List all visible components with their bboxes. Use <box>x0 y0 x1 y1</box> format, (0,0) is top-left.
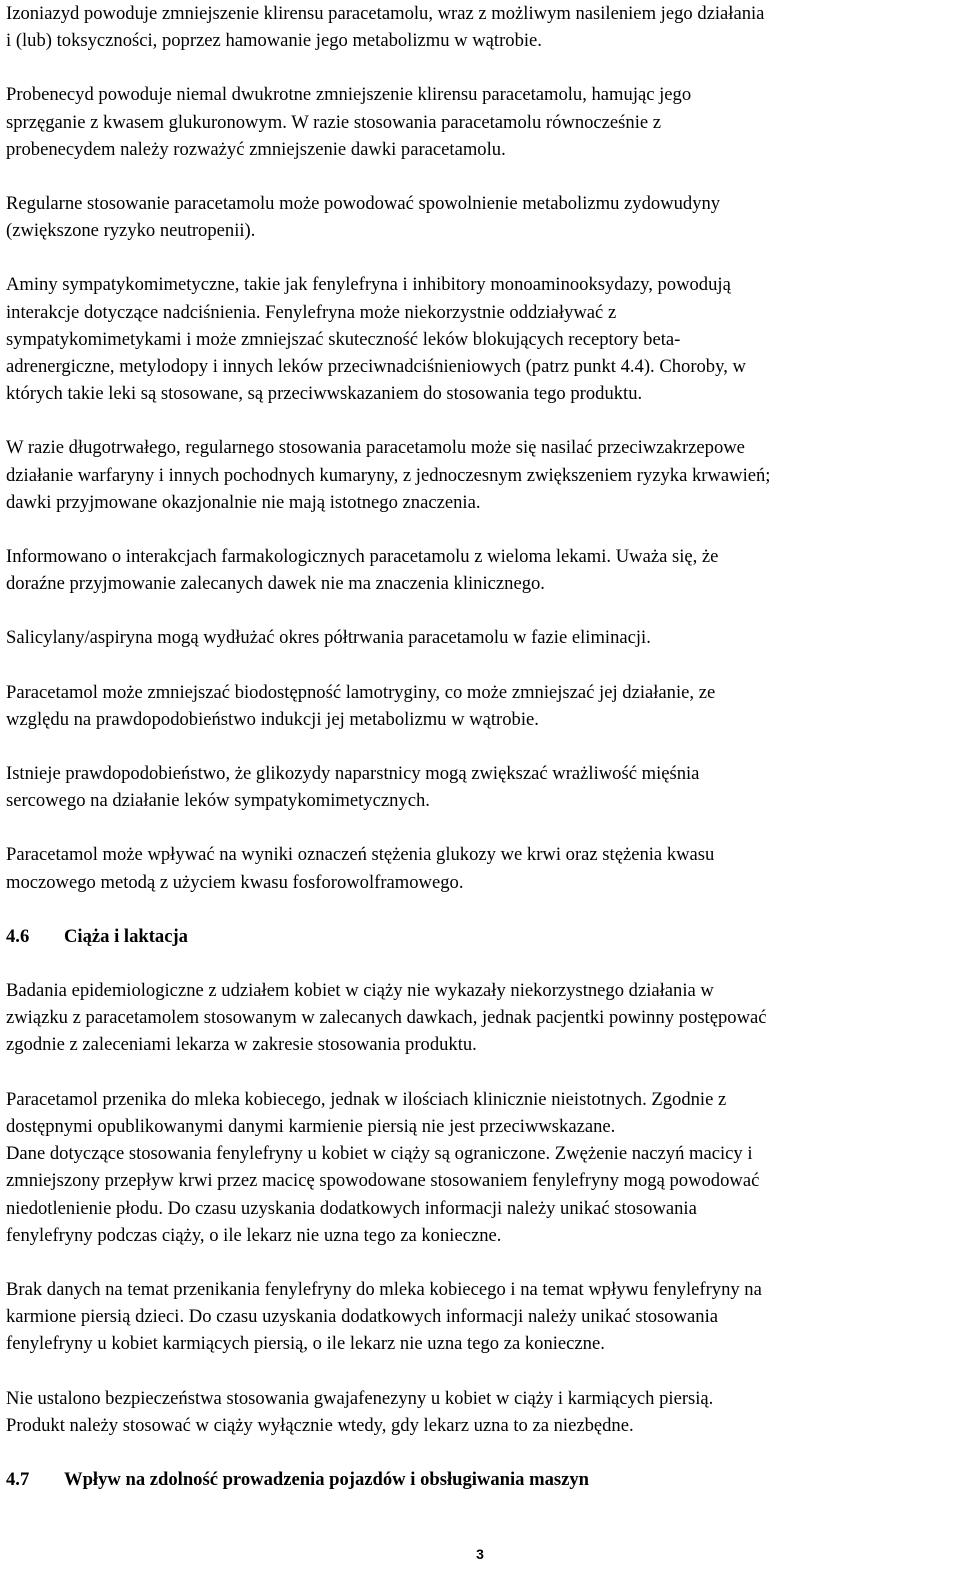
text-line: Paracetamol może zmniejszać biodostępność lamotryginy, co może zmniejszać jej działanie, ze <box>6 681 716 703</box>
text-line: Nie ustalono bezpieczeństwa stosowania gwajafenezyny u kobiet w ciąży i karmiących piersią. <box>6 1387 714 1409</box>
paragraph-brak-danych <box>6 1276 950 1358</box>
text-line: Badania epidemiologiczne z udziałem kobiet w ciąży nie wykazały niekorzystnego działania w <box>6 980 714 1002</box>
text-line: Produkt należy stosować w ciąży wyłącznie wtedy, gdy lekarz uzna to za niezbędne. <box>6 1414 634 1436</box>
text-line: (zwiększone ryzyko neutropenii). <box>6 220 256 242</box>
text-line: sercowego na działanie leków sympatykomimetycznych. <box>6 790 430 812</box>
text-line: interakcje dotyczące nadciśnienia. Fenylefryna może niekorzystnie oddziaływać z <box>6 301 617 323</box>
text-line: niedotlenienie płodu. Do czasu uzyskania dodatkowych informacji należy unikać stosowania <box>6 1197 697 1219</box>
text-line: dawki przyjmowane okazjonalnie nie mają istotnego znaczenia. <box>6 491 481 513</box>
paragraph-aminy <box>6 271 950 407</box>
paragraph-warfaryna <box>6 434 950 516</box>
text-line: Informowano o interakcjach farmakologicznych paracetamolu z wieloma lekami. Uważa się, że <box>6 546 719 568</box>
page-number: 3 <box>476 1546 484 1562</box>
text-line: probenecydem należy rozważyć zmniejszenie dawki paracetamolu. <box>6 138 506 160</box>
text-line: Regularne stosowanie paracetamolu może powodować spowolnienie metabolizmu zydowudyny <box>6 193 721 215</box>
text-line: moczowego metodą z użyciem kwasu fosforowolframowego. <box>6 871 464 893</box>
text-line: dostępnymi opublikowanymi danymi karmienie piersią nie jest przeciwwskazane. <box>6 1115 616 1137</box>
paragraph-glikozydy <box>6 760 950 814</box>
text-line: związku z paracetamolem stosowanym w zalecanych dawkach, jednak pacjentki powinny postępować <box>6 1007 767 1029</box>
text-line: Istnieje prawdopodobieństwo, że glikozydy naparstnicy mogą zwiększać wrażliwość mięśnia <box>6 763 700 785</box>
text-line: względu na prawdopodobieństwo indukcji jej metabolizmu w wątrobie. <box>6 708 539 730</box>
text-line: Salicylany/aspiryna mogą wydłużać okres półtrwania paracetamolu w fazie eliminacji. <box>6 627 651 649</box>
text-line: działanie warfaryny i innych pochodnych kumaryny, z jednoczesnym zwiększeniem ryzyka krwawień; <box>6 464 771 486</box>
section-title: Ciąża i laktacja <box>64 925 188 947</box>
text-line: sprzęganie z kwasem glukuronowym. W razie stosowania paracetamolu równocześnie z <box>6 111 662 133</box>
text-line: których takie leki są stosowane, są przeciwwskazaniem do stosowania tego produktu. <box>6 383 643 405</box>
paragraph-salicylany <box>6 624 950 651</box>
text-line: adrenergiczne, metylodopy i innych leków przeciwnadciśnieniowych (patrz punkt 4.4). Choroby, w <box>6 356 746 378</box>
text-line: Probenecyd powoduje niemal dwukrotne zmniejszenie klirensu paracetamolu, hamując jego <box>6 84 692 106</box>
text-line: Aminy sympatykomimetyczne, takie jak fenylefryna i inhibitory monoaminooksydazy, powodują <box>6 274 731 296</box>
text-line: W razie długotrwałego, regularnego stosowania paracetamolu może się nasilać przeciwzakrzepowe <box>6 437 745 459</box>
section-heading-4-6 <box>6 923 950 950</box>
paragraph-interakcje <box>6 543 950 597</box>
paragraph-mleko <box>6 1086 950 1249</box>
text-line: Paracetamol może wpływać na wyniki oznaczeń stężenia glukozy we krwi oraz stężenia kwasu <box>6 844 715 866</box>
paragraph-izoniazyd <box>6 0 950 54</box>
text-line: sympatykomimetykami i może zmniejszać skuteczność leków blokujących receptory beta- <box>6 328 681 350</box>
text-line: i (lub) toksyczności, poprzez hamowanie jego metabolizmu w wątrobie. <box>6 30 542 52</box>
text-line: Izoniazyd powoduje zmniejszenie klirensu paracetamolu, wraz z możliwym nasileniem jego działania <box>6 3 765 24</box>
text-line: doraźne przyjmowanie zalecanych dawek nie ma znaczenia klinicznego. <box>6 573 545 595</box>
paragraph-badania <box>6 977 950 1059</box>
text-line: Brak danych na temat przenikania fenylefryny do mleka kobiecego i na temat wpływu fenylefryny na <box>6 1278 762 1300</box>
text-line: fenylefryny u kobiet karmiących piersią, o ile lekarz nie uzna tego za konieczne. <box>6 1333 605 1355</box>
section-number: 4.6 <box>6 925 30 947</box>
paragraph-glukoza <box>6 841 950 895</box>
text-line: zmniejszony przepływ krwi przez macicę spowodowane stosowaniem fenylefryny mogą powodować <box>6 1170 760 1192</box>
paragraph-gwajafenezyna <box>6 1385 950 1439</box>
document-page <box>6 0 950 1493</box>
section-number: 4.7 <box>6 1468 30 1490</box>
paragraph-probenecyd <box>6 81 950 163</box>
paragraph-zydowudyna <box>6 190 950 244</box>
text-line: Paracetamol przenika do mleka kobiecego, jednak w ilościach klinicznie nieistotnych. Zgodnie z <box>6 1088 727 1110</box>
text-line: Dane dotyczące stosowania fenylefryny u kobiet w ciąży są ograniczone. Zwężenie naczyń macicy i <box>6 1143 753 1165</box>
paragraph-lamotrygina <box>6 679 950 733</box>
section-title: Wpływ na zdolność prowadzenia pojazdów i obsługiwania maszyn <box>64 1468 590 1490</box>
text-line: karmione piersią dzieci. Do czasu uzyskania dodatkowych informacji należy unikać stosowania <box>6 1306 718 1328</box>
text-line: fenylefryny podczas ciąży, o ile lekarz nie uzna tego za konieczne. <box>6 1224 502 1246</box>
section-heading-4-7 <box>6 1466 950 1493</box>
text-line: zgodnie z zaleceniami lekarza w zakresie stosowania produktu. <box>6 1034 477 1056</box>
